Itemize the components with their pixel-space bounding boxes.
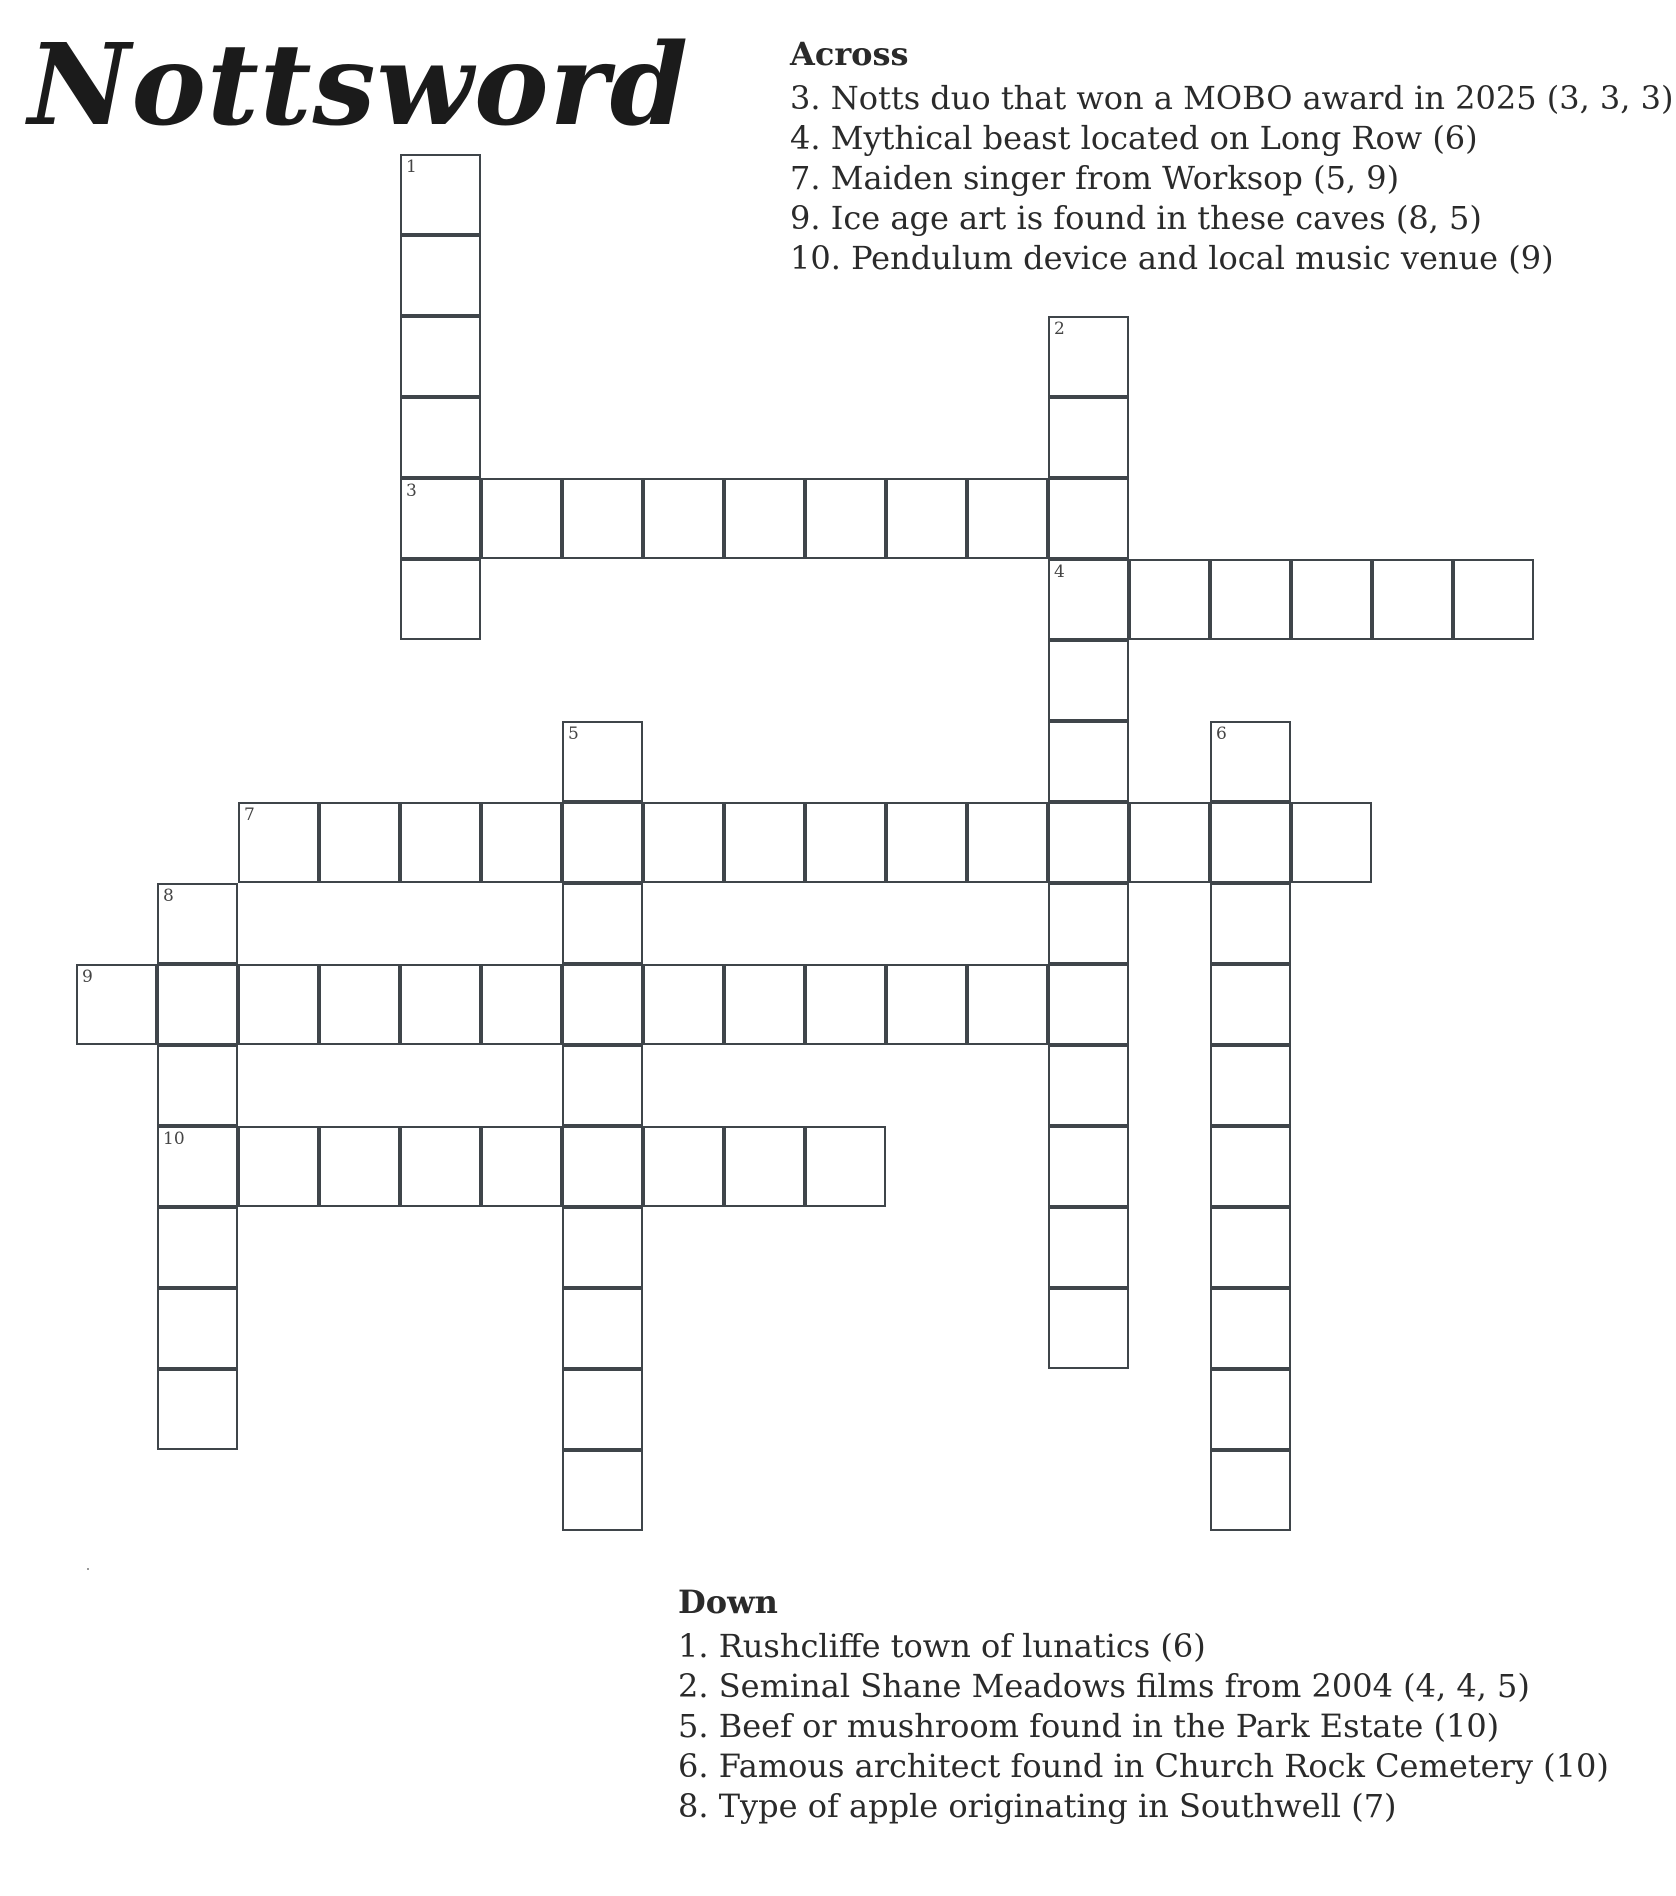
grid-cell-r8-c13[interactable]	[1129, 802, 1210, 883]
grid-cell-r12-c5[interactable]	[481, 1126, 562, 1207]
grid-cell-r8-c14[interactable]	[1210, 802, 1291, 883]
grid-cell-r10-c11[interactable]	[967, 964, 1048, 1045]
grid-cell-r8-c9[interactable]	[805, 802, 886, 883]
grid-cell-r12-c1[interactable]	[157, 1126, 238, 1207]
grid-cell-r8-c7[interactable]	[643, 802, 724, 883]
grid-cell-r7-c6[interactable]	[562, 721, 643, 802]
grid-cell-r7-c14[interactable]	[1210, 721, 1291, 802]
grid-cell-r2-c12[interactable]	[1048, 316, 1129, 397]
grid-cell-r5-c14[interactable]	[1210, 559, 1291, 640]
grid-cell-r8-c15[interactable]	[1291, 802, 1372, 883]
grid-cell-r15-c1[interactable]	[157, 1369, 238, 1450]
clue-number: 3	[406, 481, 417, 501]
grid-cell-r4-c8[interactable]	[724, 478, 805, 559]
down-clue-2: 2. Seminal Shane Meadows films from 2004 (4, 4, 5)	[678, 1667, 1530, 1705]
grid-cell-r5-c15[interactable]	[1291, 559, 1372, 640]
grid-cell-r13-c12[interactable]	[1048, 1207, 1129, 1288]
grid-cell-r12-c6[interactable]	[562, 1126, 643, 1207]
grid-cell-r13-c1[interactable]	[157, 1207, 238, 1288]
grid-cell-r15-c14[interactable]	[1210, 1369, 1291, 1450]
grid-cell-r8-c2[interactable]	[238, 802, 319, 883]
down-clue-5: 5. Beef or mushroom found in the Park Estate (10)	[678, 1707, 1500, 1745]
grid-cell-r11-c1[interactable]	[157, 1045, 238, 1126]
grid-cell-r16-c6[interactable]	[562, 1450, 643, 1531]
grid-cell-r15-c6[interactable]	[562, 1369, 643, 1450]
grid-cell-r8-c10[interactable]	[886, 802, 967, 883]
clue-number: 2	[1054, 319, 1065, 339]
clue-number: 9	[82, 967, 93, 987]
down-clue-8: 8. Type of apple originating in Southwell (7)	[678, 1787, 1397, 1825]
clue-number: 1	[406, 157, 417, 177]
grid-cell-r4-c6[interactable]	[562, 478, 643, 559]
clue-number: 5	[568, 724, 579, 744]
grid-cell-r10-c12[interactable]	[1048, 964, 1129, 1045]
grid-cell-r1-c4[interactable]	[400, 235, 481, 316]
stray-mark	[87, 1568, 89, 1570]
grid-cell-r14-c14[interactable]	[1210, 1288, 1291, 1369]
clue-number: 4	[1054, 562, 1065, 582]
grid-cell-r10-c1[interactable]	[157, 964, 238, 1045]
grid-cell-r10-c10[interactable]	[886, 964, 967, 1045]
grid-cell-r8-c4[interactable]	[400, 802, 481, 883]
grid-cell-r6-c12[interactable]	[1048, 640, 1129, 721]
grid-cell-r8-c5[interactable]	[481, 802, 562, 883]
grid-cell-r4-c5[interactable]	[481, 478, 562, 559]
grid-cell-r12-c4[interactable]	[400, 1126, 481, 1207]
grid-cell-r5-c12[interactable]	[1048, 559, 1129, 640]
grid-cell-r10-c2[interactable]	[238, 964, 319, 1045]
grid-cell-r7-c12[interactable]	[1048, 721, 1129, 802]
grid-cell-r12-c12[interactable]	[1048, 1126, 1129, 1207]
grid-cell-r5-c17[interactable]	[1453, 559, 1534, 640]
grid-cell-r12-c9[interactable]	[805, 1126, 886, 1207]
grid-cell-r9-c12[interactable]	[1048, 883, 1129, 964]
grid-cell-r10-c14[interactable]	[1210, 964, 1291, 1045]
grid-cell-r8-c11[interactable]	[967, 802, 1048, 883]
grid-cell-r0-c4[interactable]	[400, 154, 481, 235]
grid-cell-r8-c3[interactable]	[319, 802, 400, 883]
grid-cell-r12-c3[interactable]	[319, 1126, 400, 1207]
grid-cell-r8-c12[interactable]	[1048, 802, 1129, 883]
grid-cell-r3-c12[interactable]	[1048, 397, 1129, 478]
grid-cell-r4-c4[interactable]	[400, 478, 481, 559]
grid-cell-r12-c14[interactable]	[1210, 1126, 1291, 1207]
grid-cell-r10-c5[interactable]	[481, 964, 562, 1045]
grid-cell-r4-c10[interactable]	[886, 478, 967, 559]
grid-cell-r12-c7[interactable]	[643, 1126, 724, 1207]
puzzle-title: Nottsword	[28, 20, 690, 151]
grid-cell-r5-c16[interactable]	[1372, 559, 1453, 640]
grid-cell-r14-c12[interactable]	[1048, 1288, 1129, 1369]
grid-cell-r14-c6[interactable]	[562, 1288, 643, 1369]
grid-cell-r10-c9[interactable]	[805, 964, 886, 1045]
across-clue-7: 7. Maiden singer from Worksop (5, 9)	[790, 159, 1400, 197]
clue-number: 10	[163, 1129, 185, 1149]
grid-cell-r8-c8[interactable]	[724, 802, 805, 883]
down-clues	[678, 1582, 1609, 1826]
across-clue-10: 10. Pendulum device and local music venue (9)	[790, 239, 1554, 277]
grid-cell-r11-c12[interactable]	[1048, 1045, 1129, 1126]
grid-cell-r10-c7[interactable]	[643, 964, 724, 1045]
across-clue-4: 4. Mythical beast located on Long Row (6)	[790, 119, 1478, 157]
down-heading: Down	[678, 1583, 778, 1621]
grid-cell-r9-c14[interactable]	[1210, 883, 1291, 964]
across-heading: Across	[790, 35, 909, 73]
grid-cell-r2-c4[interactable]	[400, 316, 481, 397]
grid-cell-r10-c4[interactable]	[400, 964, 481, 1045]
grid-cell-r5-c4[interactable]	[400, 559, 481, 640]
grid-cell-r9-c1[interactable]	[157, 883, 238, 964]
grid-cell-r14-c1[interactable]	[157, 1288, 238, 1369]
grid-cell-r8-c6[interactable]	[562, 802, 643, 883]
grid-cell-r11-c6[interactable]	[562, 1045, 643, 1126]
grid-cell-r10-c3[interactable]	[319, 964, 400, 1045]
across-clue-9: 9. Ice age art is found in these caves (8, 5)	[790, 199, 1482, 237]
grid-cell-r12-c8[interactable]	[724, 1126, 805, 1207]
grid-cell-r10-c8[interactable]	[724, 964, 805, 1045]
grid-cell-r12-c2[interactable]	[238, 1126, 319, 1207]
down-clue-6: 6. Famous architect found in Church Rock Cemetery (10)	[678, 1747, 1609, 1785]
grid-cell-r4-c12[interactable]	[1048, 478, 1129, 559]
clue-number: 7	[244, 805, 255, 825]
across-clue-3: 3. Notts duo that won a MOBO award in 2025 (3, 3, 3)	[790, 79, 1674, 117]
grid-cell-r10-c6[interactable]	[562, 964, 643, 1045]
grid-cell-r4-c11[interactable]	[967, 478, 1048, 559]
clue-number: 8	[163, 886, 174, 906]
grid-cell-r4-c9[interactable]	[805, 478, 886, 559]
grid-cell-r10-c0[interactable]	[76, 964, 157, 1045]
grid-cell-r13-c14[interactable]	[1210, 1207, 1291, 1288]
grid-cell-r3-c4[interactable]	[400, 397, 481, 478]
grid-cell-r4-c7[interactable]	[643, 478, 724, 559]
grid-cell-r11-c14[interactable]	[1210, 1045, 1291, 1126]
grid-cell-r9-c6[interactable]	[562, 883, 643, 964]
grid-cell-r13-c6[interactable]	[562, 1207, 643, 1288]
down-clue-1: 1. Rushcliffe town of lunatics (6)	[678, 1627, 1206, 1665]
grid-cell-r5-c13[interactable]	[1129, 559, 1210, 640]
clue-number: 6	[1216, 724, 1227, 744]
grid-cell-r16-c14[interactable]	[1210, 1450, 1291, 1531]
